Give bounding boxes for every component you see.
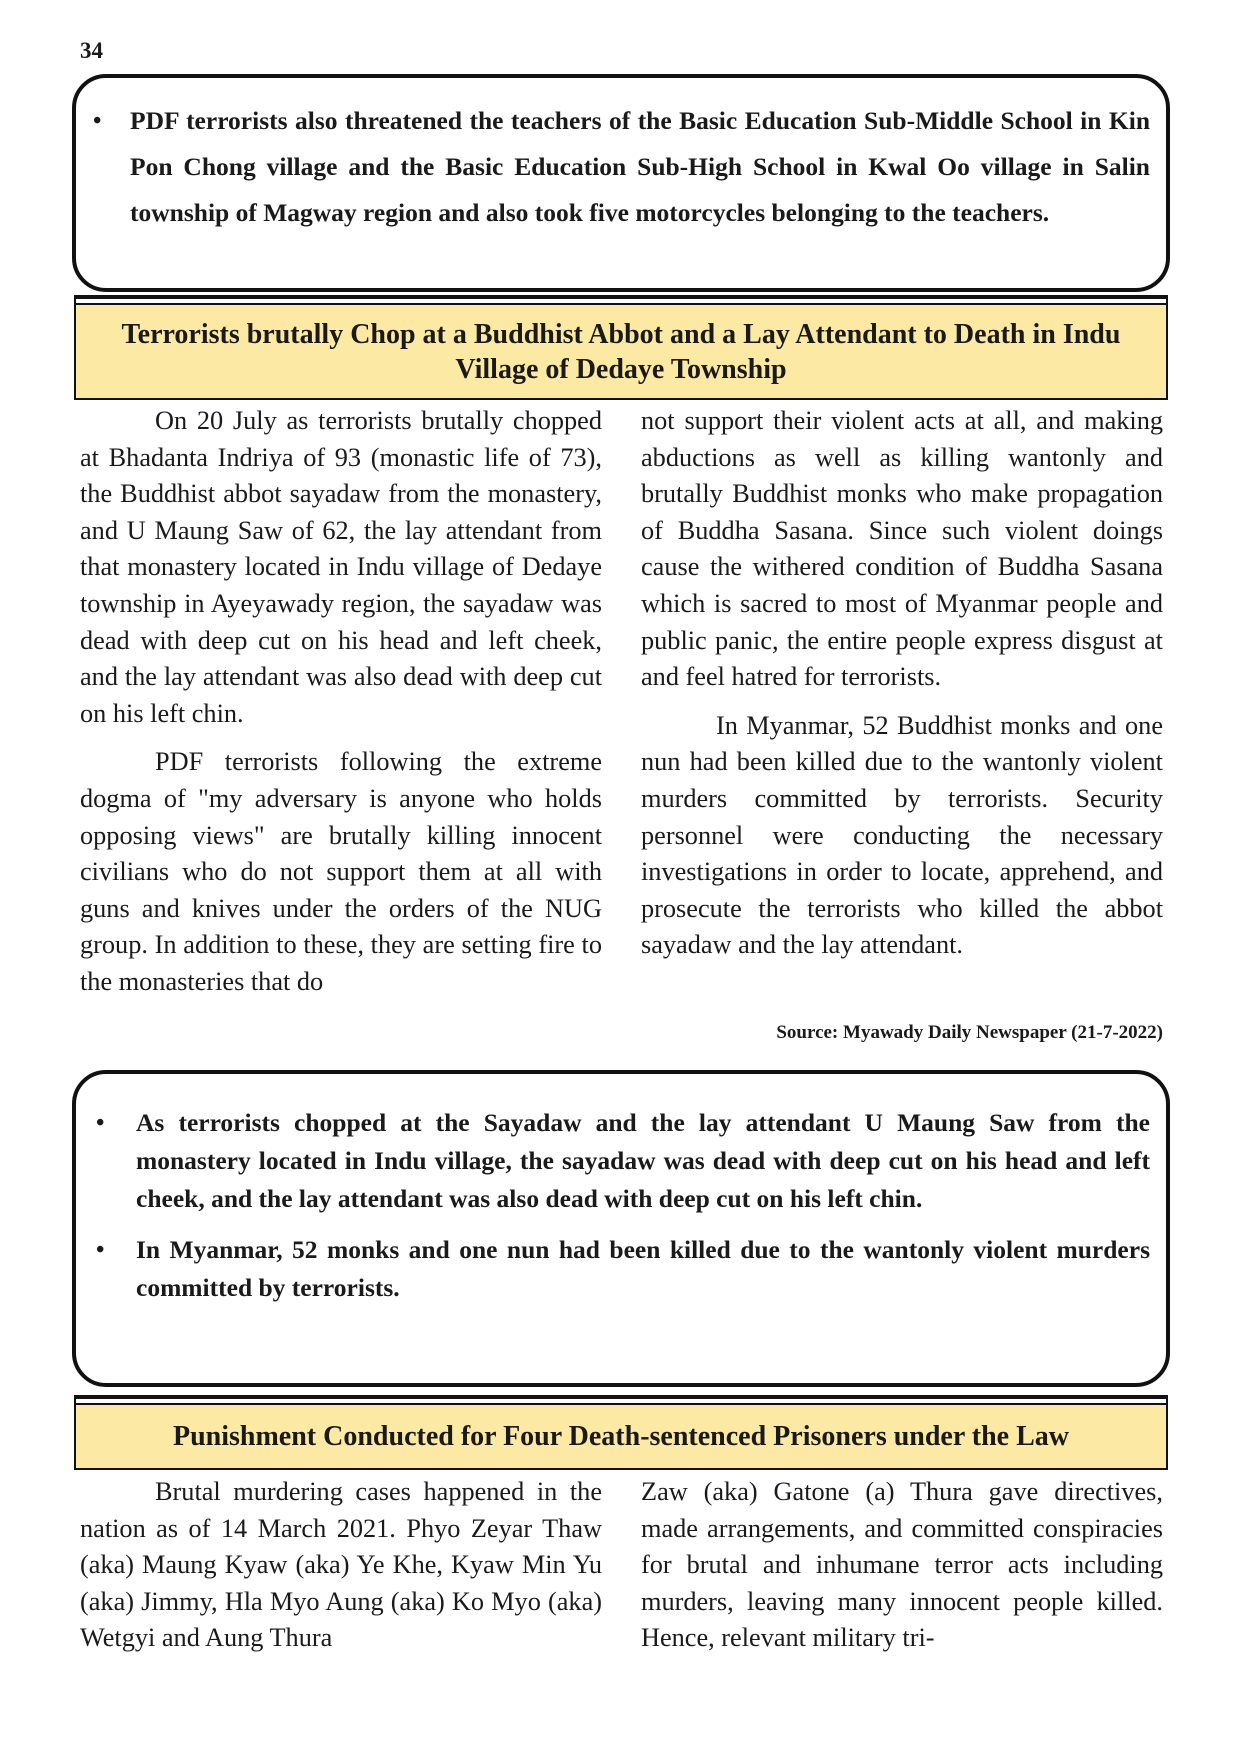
article-column-right — [641, 1474, 1163, 1657]
paragraph: In Myanmar, 52 Buddhist monks and one nun had been killed due to the wantonly violent murders committed by terrorists. Security personnel were conducting the necessary investigations in order to locate, apprehend, and prosecute the terrorists who killed the abbot sayadaw and the lay attendant. — [641, 710, 1163, 960]
bullet-list — [130, 98, 1150, 236]
paragraph: PDF terrorists following the extreme dogma of "my adversary is anyone who holds opposing views" are brutally killing innocent civilians who do not support them at all with guns and knives under the orders of the NUG group. In addition to these, they are setting fire to the monasteries that do — [80, 747, 602, 996]
article-column-left — [80, 403, 602, 1001]
bullet-list — [136, 1104, 1150, 1320]
summary-box-top — [72, 74, 1170, 292]
article-title: Punishment Conducted for Four Death-sentenced Prisoners under the Law — [74, 1403, 1168, 1470]
bullet-item: • As terrorists chopped at the Sayadaw and the lay attendant U Maung Saw from the monastery located in Indu village, the sayadaw was dead with deep cut on his head and left cheek, and the lay attendant was also dead with deep cut on his left chin. — [136, 1104, 1150, 1218]
article-column-right — [641, 403, 1163, 964]
paragraph: not support their violent acts at all, and making abductions as well as killing wantonly and brutally Buddhist monks who make propagation of Buddha Sasana. Since such violent doings cause the withered condition of Buddha Sasana which is sacred to most of Myanmar people and public panic, the entire people express disgust at and feel hatred for terrorists. — [641, 406, 1163, 692]
page-number: 34 — [80, 38, 103, 63]
article-title: Terrorists brutally Chop at a Buddhist Abbot and a Lay Attendant to Death in Indu Village of Dedaye Township — [74, 303, 1168, 400]
bullet-item: • PDF terrorists also threatened the teachers of the Basic Education Sub-Middle School in Kin Pon Chong village and the Basic Education Sub-High School in Kwal Oo village in Salin township of Magway region and also took five motorcycles belonging to the teachers. — [130, 98, 1150, 236]
paragraph: Brutal murdering cases happened in the nation as of 14 March 2021. Phyo Zeyar Thaw (aka) Maung Kyaw (aka) Ye Khe, Kyaw Min Yu (aka) Jimmy, Hla Myo Aung (aka) Ko Myo (aka) Wetgyi and Aung Thura — [80, 1477, 602, 1653]
paragraph: On 20 July as terrorists brutally chopped at Bhadanta Indriya of 93 (monastic life of 73), the Buddhist abbot sayadaw from the monastery, and U Maung Saw of 62, the lay attendant from that monastery located in Indu village of Dedaye township in Ayeyawady region, the sayadaw was dead with deep cut on his head and left cheek, and the lay attendant was also dead with deep cut on his left chin. — [80, 406, 602, 728]
article-column-left — [80, 1474, 602, 1657]
source-citation: Source: Myawady Daily Newspaper (21-7-2022) — [776, 1022, 1163, 1043]
paragraph: Zaw (aka) Gatone (a) Thura gave directives, made arrangements, and committed conspiracies for brutal and inhumane terror acts including murders, leaving many innocent people killed. Hence, relevant military tri- — [641, 1477, 1163, 1653]
summary-box-bottom — [72, 1070, 1170, 1387]
bullet-item: • In Myanmar, 52 monks and one nun had been killed due to the wantonly violent murders committed by terrorists. — [136, 1231, 1150, 1307]
